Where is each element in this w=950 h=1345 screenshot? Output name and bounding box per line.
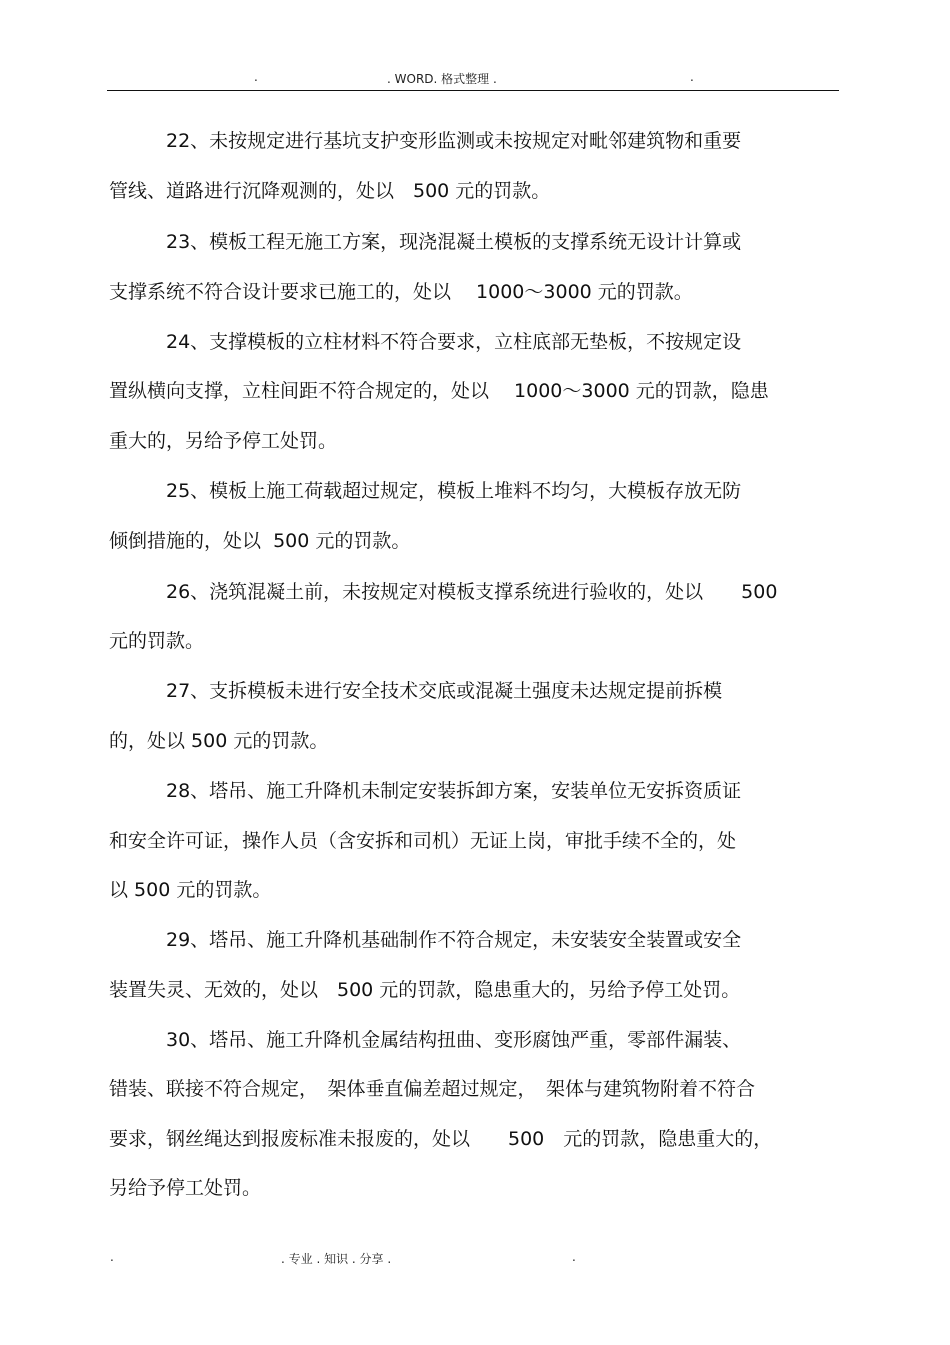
header-rule [107,90,839,91]
header-dot-right: . [690,70,694,84]
paragraph-28-line-2: 和安全许可证，操作人员（含安拆和司机）无证上岗，审批手续不全的，处 [109,830,737,852]
paragraph-24-line-3: 重大的，另给予停工处罚。 [109,430,338,452]
paragraph-23-line-1: 23、模板工程无施工方案，现浇混凝土模板的支撑系统无设计计算或 [166,231,742,253]
header-dot-left: . [254,70,258,84]
footer-dot-right: . [572,1250,576,1264]
paragraph-29-line-1: 29、塔吊、施工升降机基础制作不符合规定，未安装安全装置或安全 [166,929,742,951]
paragraph-30-line-4: 另给予停工处罚。 [109,1177,262,1199]
paragraph-28-line-1: 28、塔吊、施工升降机未制定安装拆卸方案，安装单位无安拆资质证 [166,780,742,802]
paragraph-30-line-2: 错装、联接不符合规定， 架体垂直偏差超过规定， 架体与建筑物附着不符合 [109,1078,756,1100]
header-title: . WORD. 格式整理 . [387,72,497,86]
paragraph-27-line-1: 27、支拆模板未进行安全技术交底或混凝土强度未达规定提前拆模 [166,680,723,702]
paragraph-29-line-2: 装置失灵、无效的，处以 500 元的罚款，隐患重大的，另给予停工处罚。 [109,979,741,1001]
paragraph-30-line-3: 要求，钢丝绳达到报废标准未报废的，处以 500 元的罚款，隐患重大的， [109,1128,773,1150]
paragraph-22-line-1: 22、未按规定进行基坑支护变形监测或未按规定对毗邻建筑物和重要 [166,130,742,152]
paragraph-24-line-1: 24、支撑模板的立柱材料不符合要求，立柱底部无垫板，不按规定设 [166,331,742,353]
paragraph-23-line-2: 支撑系统不符合设计要求已施工的，处以 1000～3000 元的罚款。 [109,281,693,303]
paragraph-26-line-2: 元的罚款。 [109,630,205,652]
footer-text: . 专业 . 知识 . 分享 . [281,1252,392,1266]
paragraph-26-line-1: 26、浇筑混凝土前，未按规定对模板支撑系统进行验收的，处以 500 [166,581,778,603]
paragraph-22-line-2: 管线、道路进行沉降观测的，处以 500 元的罚款。 [109,180,551,202]
paragraph-27-line-2: 的，处以 500 元的罚款。 [109,730,329,752]
paragraph-24-line-2: 置纵横向支撑，立柱间距不符合规定的，处以 1000～3000 元的罚款，隐患 [109,380,769,402]
paragraph-25-line-2: 倾倒措施的，处以 500 元的罚款。 [109,530,411,552]
paragraph-28-line-3: 以 500 元的罚款。 [109,879,272,901]
paragraph-25-line-1: 25、模板上施工荷载超过规定，模板上堆料不均匀，大模板存放无防 [166,480,742,502]
paragraph-30-line-1: 30、塔吊、施工升降机金属结构扭曲、变形腐蚀严重，零部件漏装、 [166,1029,742,1051]
footer-dot-left: . [110,1250,114,1264]
